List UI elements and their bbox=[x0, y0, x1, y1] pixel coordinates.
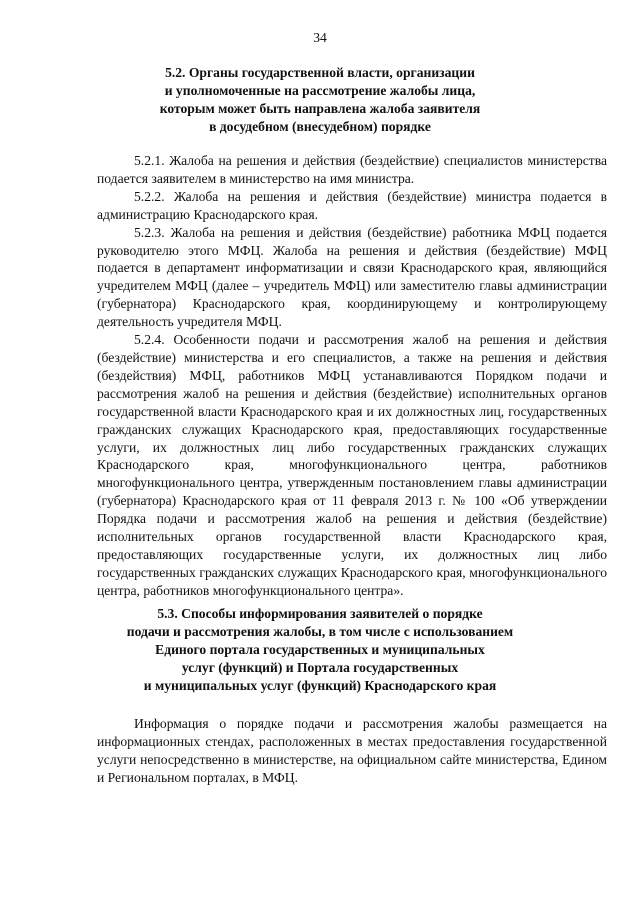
paragraph-5-3-info: Информация о порядке подачи и рассмотрения жалобы размещается на информационных стендах, расположенных в местах предоставления государственной услуги непосредственно в министерстве, на официальном сайте министерства, Едином и Региональном порталах, в МФЦ. bbox=[97, 716, 607, 785]
section-body-5-2 bbox=[97, 152, 607, 600]
heading-line: и уполномоченные на рассмотрение жалобы лица, bbox=[164, 83, 476, 98]
heading-line: 5.2. Органы государственной власти, организации bbox=[165, 65, 475, 80]
heading-line: услуг (функций) и Портала государственных bbox=[181, 660, 459, 675]
paragraph-5-2-3: 5.2.3. Жалоба на решения и действия (бездействие) работника МФЦ подается руководителю этого МФЦ. Жалоба на решения и действия (бездействие) МФЦ подается в департамент информатизации и связи Краснодарского края, являющийся учредителем МФЦ (далее – учредитель МФЦ) или заместителю главы администрации (губернатора) Краснодарского края, координирующему и контролирующему деятельность учредителя МФЦ. bbox=[97, 224, 607, 330]
section-heading-5-3 bbox=[100, 605, 540, 695]
heading-line: 5.3. Способы информирования заявителей о порядке bbox=[157, 606, 483, 621]
section-heading-5-2 bbox=[100, 64, 540, 136]
paragraph-5-2-2: 5.2.2. Жалоба на решения и действия (бездействие) министра подается в администрацию Краснодарского края. bbox=[97, 188, 607, 222]
heading-line: которым может быть направлена жалоба заявителя bbox=[159, 101, 481, 116]
paragraph-5-2-1: 5.2.1. Жалоба на решения и действия (бездействие) специалистов министерства подается заявителем в министерство на имя министра. bbox=[97, 153, 607, 186]
section-body-5-3 bbox=[97, 715, 607, 787]
page-number: 34 bbox=[313, 30, 327, 45]
heading-line: подачи и рассмотрения жалобы, в том числе с использованием bbox=[126, 624, 514, 639]
heading-line: Единого портала государственных и муниципальных bbox=[155, 642, 485, 657]
heading-line: в досудебном (внесудебном) порядке bbox=[209, 119, 431, 134]
paragraph-5-2-4: 5.2.4. Особенности подачи и рассмотрения жалоб на решения и действия (бездействие) министерства и его специалистов, а также на решения и действия (бездействия) МФЦ, работников МФЦ устанавливаются Порядком подачи и рассмотрения жалоб на решения и действия (бездействие) исполнительных органов государственной власти Краснодарского края и их должностных лиц, государственных гражданских служащих Краснодарского края, предоставляющих государственные услуги, их должностных лиц либо государственных гражданских служащих Краснодарского края, многофункционального центра, работников многофункционального центра, утвержденным постановлением главы администрации (губернатора) Краснодарского края от 11 февраля 2013 г. № 100 «Об утверждении Порядка подачи и рассмотрения жалоб на решения и действия (бездействие) исполнительных органов государственной власти Краснодарского края, предоставляющих государственные услуги, их должностных лиц либо государственных гражданских служащих Краснодарского края, многофункционального центра, работников многофункционального центра». bbox=[97, 332, 607, 598]
heading-line: и муниципальных услуг (функций) Краснодарского края bbox=[143, 678, 497, 693]
